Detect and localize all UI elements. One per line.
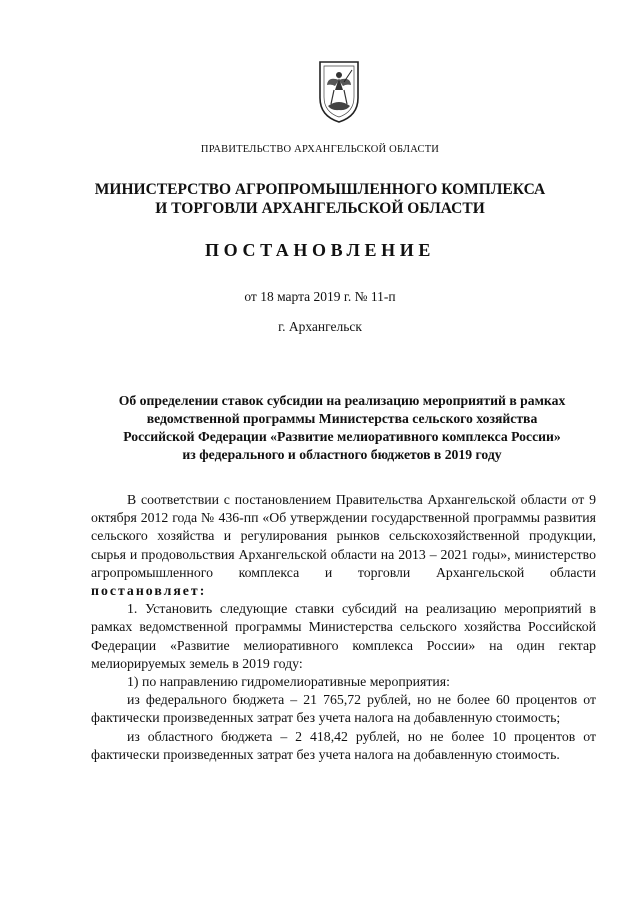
subject-line-3: Российской Федерации «Развитие мелиоративного комплекса России» (123, 429, 561, 444)
government-name: ПРАВИТЕЛЬСТВО АРХАНГЕЛЬСКОЙ ОБЛАСТИ (200, 144, 440, 155)
ministry-name (60, 180, 580, 218)
document-body (91, 491, 596, 764)
item-1-paragraph: 1. Установить следующие ставки субсидий на реализацию мероприятий в рамках ведомственной программы Министерства сельского хозяйства Российской Федерации «Развитие мелиоративного комплекса России» на один гектар мелиорируемых земель в 2019 году: (91, 601, 596, 671)
subject-line-4: из федерального и областного бюджетов в 2019 году (182, 447, 502, 462)
ministry-name-line-2: И ТОРГОВЛИ АРХАНГЕЛЬСКОЙ ОБЛАСТИ (155, 200, 485, 217)
intro-text: В соответствии с постановлением Правительства Архангельской области от 9 октября 2012 года № 436-пп «Об утверждении государственной программы развития сельского хозяйства и регулирования рынков сельскохозяйственной продукции, сырья и продовольствия Архангельской области на 2013 – 2021 годы», министерство агропромышленного комплекса и торговли Архангельской области (91, 492, 596, 580)
document-subject (92, 392, 592, 464)
document-type-title: ПОСТАНОВЛЕНИЕ (205, 240, 435, 260)
ministry-name-line-1: МИНИСТЕРСТВО АГРОПРОМЫШЛЕННОГО КОМПЛЕКСА (94, 181, 546, 198)
decree-word: постановляет: (91, 583, 207, 599)
regional-budget-paragraph: из областного бюджета – 2 418,42 рублей, но не более 10 процентов от фактически произведенных затрат без учета налога на добавленную стоимость. (91, 728, 596, 762)
document-date-number: от 18 марта 2019 г. № 11-п (244, 289, 396, 304)
document-city: г. Архангельск (278, 319, 362, 334)
federal-budget-paragraph: из федерального бюджета – 21 765,72 рублей, но не более 60 процентов от фактически произведенных затрат без учета налога на добавленную стоимость; (91, 692, 596, 726)
subject-line-2: ведомственной программы Министерства сельского хозяйства (146, 411, 538, 426)
intro-paragraph (91, 491, 596, 600)
coat-of-arms-emblem (316, 58, 362, 124)
subject-line-1: Об определении ставок субсидии на реализацию мероприятий в рамках (118, 393, 566, 408)
item-1-1-paragraph: 1) по направлению гидромелиоративные мероприятия: (127, 674, 450, 690)
